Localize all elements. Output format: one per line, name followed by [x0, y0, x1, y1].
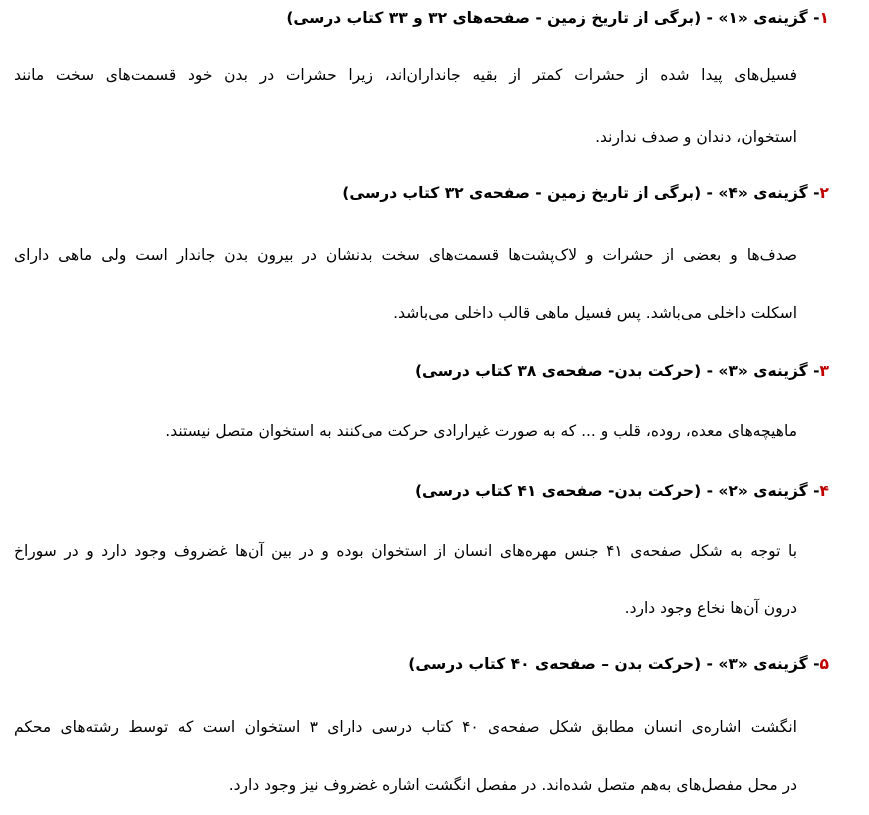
answer-4-line-1: با توجه به شکل صفحه‌ی ۴۱ جنس مهره‌های انسان از استخوان بوده و در بین آن‌ها غضروف وجود دارد و در سوراخ [14, 542, 797, 560]
answer-5-heading-text: - گزینه‌ی «۳» - (حرکت بدن – صفحه‌ی ۴۰ کتاب درسی) [408, 655, 820, 673]
answer-1-heading [12, 6, 829, 30]
answer-3-heading-text: - گزینه‌ی «۳» - (حرکت بدن- صفحه‌ی ۳۸ کتاب درسی) [414, 362, 820, 380]
answer-2-number: ۲ [819, 184, 829, 202]
answer-4-line-2: درون آن‌ها نخاع وجود دارد. [624, 599, 797, 617]
answer-3-heading [12, 359, 829, 383]
answer-1-heading-text: - گزینه‌ی «۱» - (برگی از تاریخ زمین - صفحه‌های ۳۲ و ۳۳ کتاب درسی) [286, 9, 820, 27]
answer-5-line-1: انگشت اشاره‌ی انسان مطابق شکل صفحه‌ی ۴۰ کتاب درسی دارای ۳ استخوان است که توسط رشته‌های محکم [14, 718, 797, 736]
answer-1-line-1: فسیل‌های پیدا شده از حشرات کمتر از بقیه جانداران‌اند، زیرا حشرات در بدن خود قسمت‌های سخت مانند [14, 66, 797, 84]
answer-5-number: ۵ [819, 655, 829, 673]
answer-5-line-2: در محل مفصل‌های به‌هم متصل شده‌اند. در مفصل انگشت اشاره غضروف نیز وجود دارد. [228, 776, 797, 794]
answer-2-line-1: صدف‌ها و بعضی از حشرات و لاک‌پشت‌ها قسمت‌های سخت بدنشان در بیرون بدن جاندار است ولی ماهی دارای [14, 246, 797, 264]
answer-4-heading [12, 479, 829, 503]
answer-1-line-2: استخوان، دندان و صدف ندارند. [595, 128, 797, 146]
answer-4-heading-text: - گزینه‌ی «۲» - (حرکت بدن- صفحه‌ی ۴۱ کتاب درسی) [414, 482, 820, 500]
answer-3-number: ۳ [819, 362, 829, 380]
answer-1-number: ۱ [819, 9, 829, 27]
answer-2-line-2: اسکلت داخلی می‌باشد. پس فسیل ماهی قالب داخلی می‌باشد. [393, 304, 797, 322]
answer-5-heading [12, 652, 829, 676]
answer-4-number: ۴ [819, 482, 829, 500]
answer-3-line-1: ماهیچه‌های معده، روده، قلب و ... که به صورت غیرارادی حرکت می‌کنند به استخوان متصل نیستند. [165, 422, 797, 440]
answer-2-heading [12, 181, 829, 205]
answer-2-heading-text: - گزینه‌ی «۴» - (برگی از تاریخ زمین - صفحه‌ی ۳۲ کتاب درسی) [342, 184, 820, 202]
